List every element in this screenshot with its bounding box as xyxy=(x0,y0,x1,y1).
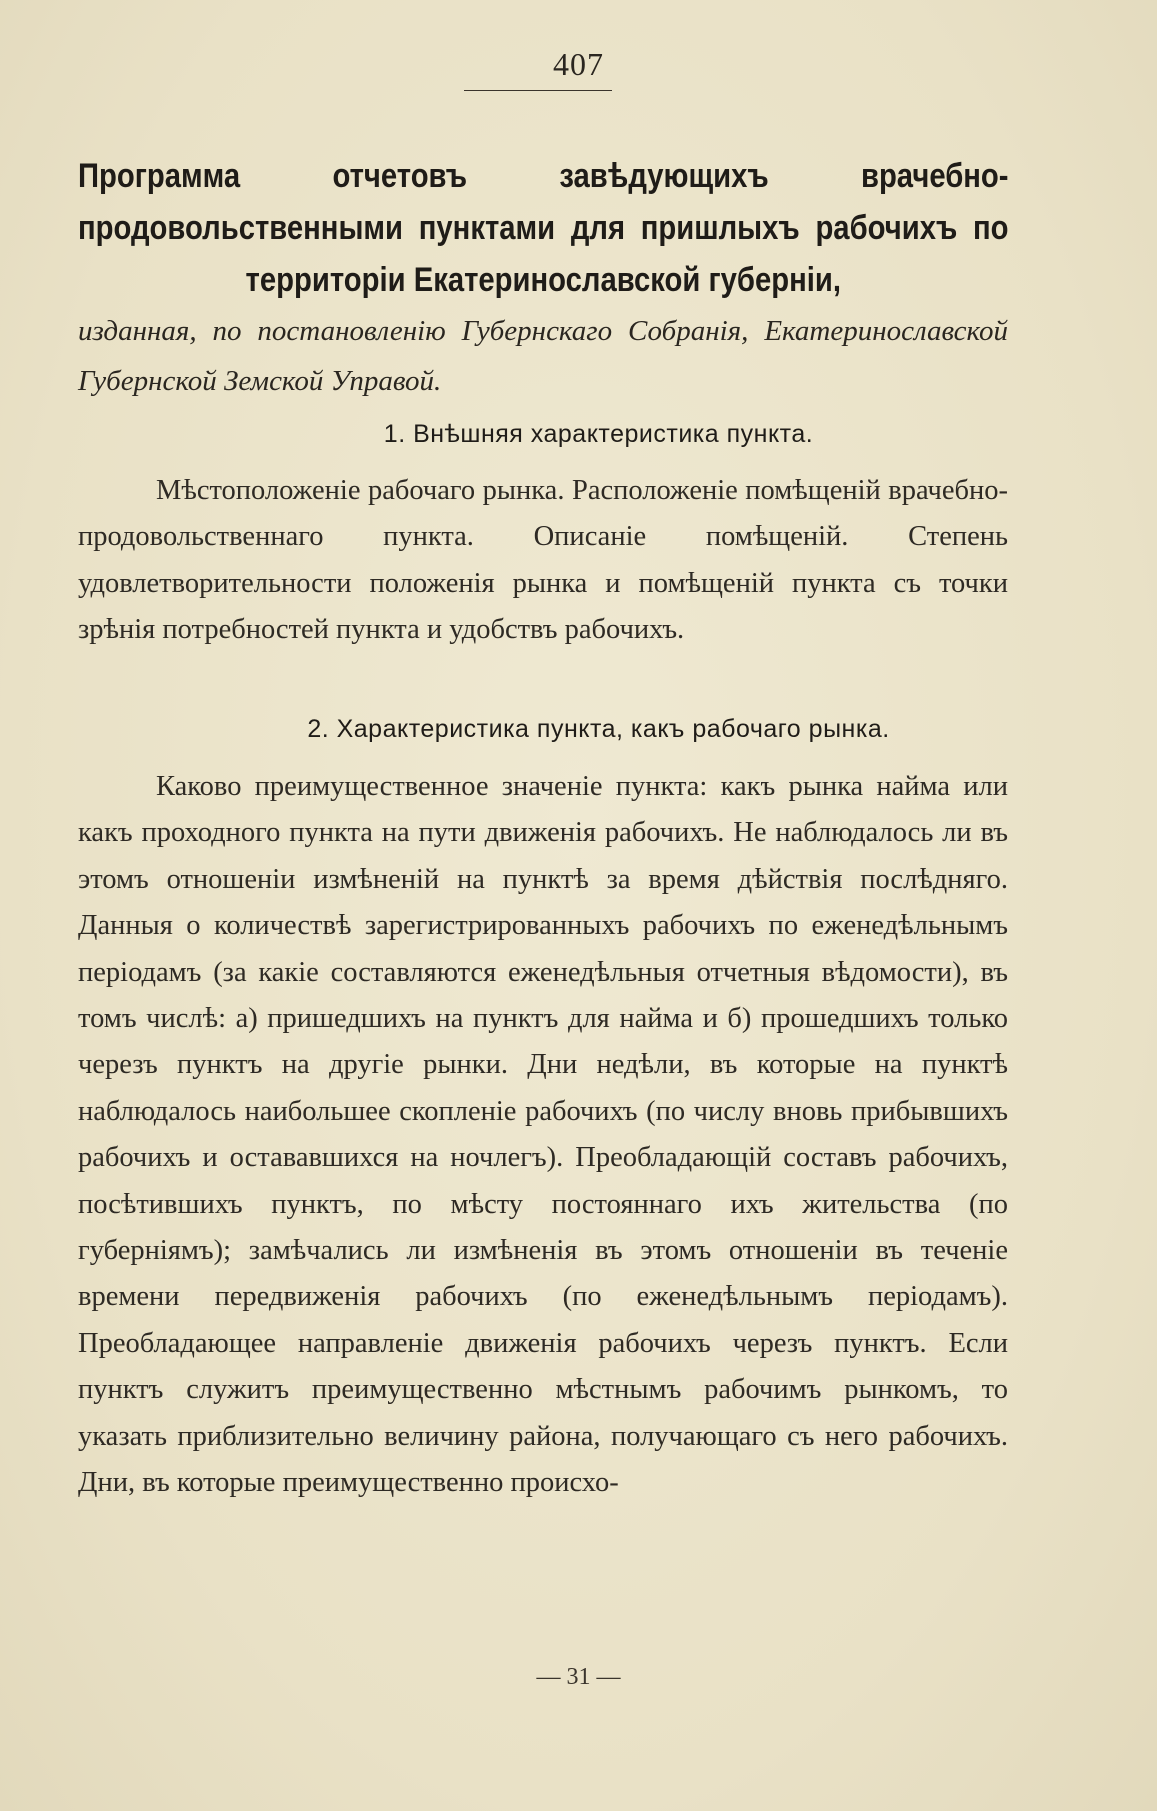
section-heading-1: 1. Внѣшняя характеристика пункта. xyxy=(383,420,814,448)
document-title: Программа отчетовъ завѣдующихъ врачебно-продовольственными пунктами для пришлыхъ рабочихъ по территоріи Екатеринославской губерніи, xyxy=(78,157,1009,299)
section-paragraph-2: Каково преимущественное значеніе пункта: какъ рынка найма или какъ проходного пункта на пути движенія рабочихъ. Не наблюдалось ли въ этомъ отношеніи измѣненій на пунктѣ за время дѣйствія послѣдняго. Данныя о количествѣ зарегистрированныхъ рабочихъ по еженедѣльнымъ періодамъ (за какіе составляются еженедѣльныя отчетныя вѣдомости), въ томъ числѣ: а) пришедшихъ на пунктъ для найма и б) прошедшихъ только черезъ пунктъ на другіе рынки. Дни недѣли, въ которые на пунктѣ наблюдалось наибольшее скопленіе рабочихъ (по числу вновь прибывшихъ рабочихъ и остававшихся на ночлегъ). Преобладающій составъ рабочихъ, посѣтившихъ пунктъ, по мѣсту постояннаго ихъ жительства (по губерніямъ); замѣчались ли измѣненія въ этомъ отношеніи въ теченіе времени передвиженія рабочихъ (по еженедѣльнымъ періодамъ). Преобладающее направленіе движенія рабочихъ черезъ пунктъ. Если пунктъ служитъ преимущественно мѣстнымъ рабочимъ рынкомъ, то указать приблизительно величину района, получающаго съ него рабочихъ. Дни, въ которые преимущественно происхо- xyxy=(78,771,1008,1499)
section-paragraph-1: Мѣстоположеніе рабочаго рынка. Расположеніе помѣщеній врачебно-продовольственнаго пункта. Описаніе помѣщеній. Степень удовлетворительности положенія рынка и помѣщеній пункта съ точки зрѣнія потребностей пункта и удобствъ рабочихъ. xyxy=(78,475,1008,646)
page-number-rule xyxy=(464,90,612,91)
page-footer-number: — 31 — xyxy=(536,1664,621,1690)
page-number: 407 xyxy=(553,46,604,82)
document-subtitle: изданная, по постановленію Губернскаго Собранія, Екатеринославской Губернской Земской Управой. xyxy=(78,315,1008,397)
section-heading-2: 2. Характеристика пункта, какъ рабочаго рынка. xyxy=(307,715,890,743)
